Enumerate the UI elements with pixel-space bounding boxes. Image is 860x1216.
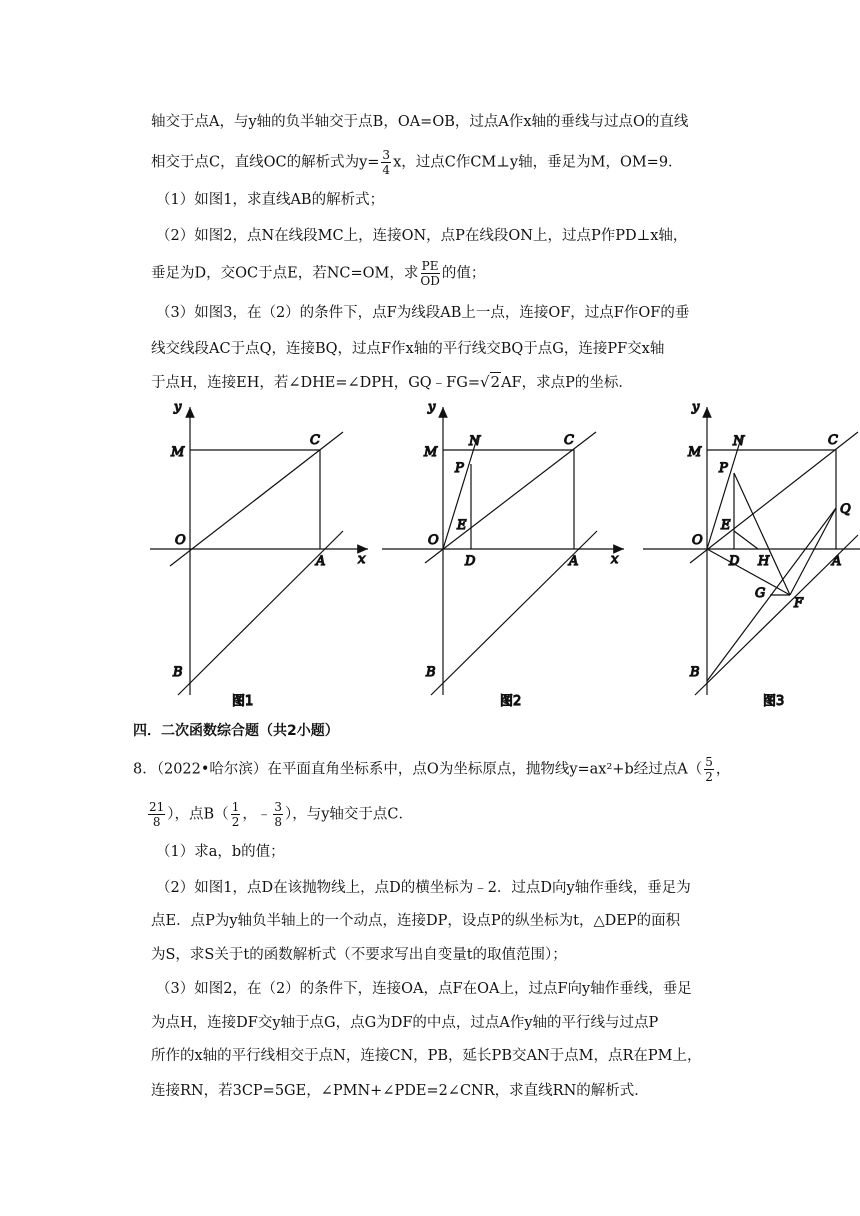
p7-q3-line3 [151, 372, 633, 393]
figures-svg [0, 395, 860, 715]
label-p: P [455, 461, 464, 476]
label-y: y [428, 400, 436, 415]
frac-num: 1 [231, 800, 240, 814]
label-b: B [690, 665, 700, 680]
p7-q3-line2: 线交线段AC于点Q，连接BQ，过点F作x轴的平行线交BQ于点G，连接PF交x轴 [151, 341, 665, 357]
label-c: C [310, 433, 320, 448]
label-o: O [175, 533, 186, 548]
frac-den: 4 [382, 163, 391, 177]
frac-den: 8 [152, 815, 161, 829]
p8-q1: （1）求a，b的值； [156, 844, 285, 860]
label-f: F [794, 596, 804, 611]
p8-q3-line4: 连接RN，若3CP=5GE，∠PMN+∠PDE=2∠CNR，求直线RN的解析式． [151, 1083, 649, 1099]
label-m: M [424, 445, 438, 460]
label-m: M [171, 445, 185, 460]
p8-q3-line1: （3）如图2，在（2）的条件下，连接OA，点F在OA上，过点F向y轴作垂线，垂足 [156, 981, 692, 997]
p7-q2-line2-a: 垂足为D，交OC于点E，若NC=OM，求 [151, 265, 419, 282]
p8-line1 [133, 755, 730, 784]
p8-q2-line3: 为S，求S关于t的函数解析式（不要求写出自变量t的取值范围）； [151, 947, 567, 963]
p8-q2-line1: （2）如图1，点D在该抛物线上，点D的横坐标为﹣2．过点D向y轴作垂线，垂足为 [156, 880, 691, 896]
section-heading: 四．二次函数综合题（共2小题） [133, 723, 339, 739]
label-e: E [457, 518, 467, 533]
frac-den: 2 [705, 770, 713, 784]
line-eh [734, 531, 758, 549]
label-q: Q [840, 502, 851, 517]
label-b: B [173, 665, 183, 680]
label-o: O [692, 533, 703, 548]
frac-num: 3 [274, 800, 282, 814]
label-y: y [692, 400, 700, 415]
sqrt-2: √2 [479, 373, 501, 391]
p7-line2 [151, 148, 683, 177]
frac-den: 8 [274, 815, 282, 829]
p8-line1-b: ， [715, 761, 731, 778]
p7-q2-line1: （2）如图2，点N在线段MC上，连接ON，点P在线段ON上，过点P作PD⊥x轴， [156, 228, 688, 244]
p8-line2 [146, 800, 413, 829]
label-y: y [174, 400, 182, 415]
p8-line1-a: 8．（2022•哈尔滨）在平面直角坐标系中，点O为坐标原点，抛物线y=ax²+b经过点A（ [133, 761, 703, 778]
p8-line2-c: ），与y轴交于点C． [284, 806, 414, 823]
p8-q3-line2: 为点H，连接DF交y轴于点G，点G为DF的中点，过点A作y轴的平行线与过点P [151, 1015, 659, 1031]
label-e: E [721, 518, 731, 533]
figure-3 [643, 400, 860, 709]
caption-fig2: 图2 [500, 694, 522, 709]
label-a: A [569, 554, 579, 569]
p8-line2-b: ，﹣ [242, 806, 272, 823]
label-c: C [828, 433, 838, 448]
p8-line2-a: ），点B（ [167, 806, 229, 823]
fraction-pe-od [420, 259, 439, 288]
label-n: N [469, 434, 481, 449]
p7-q2-line2-b: 的值； [441, 265, 486, 282]
label-a: A [316, 554, 326, 569]
p7-line2-a: 相交于点C，直线OC的解析式为y= [151, 154, 380, 171]
frac-num: 21 [149, 800, 165, 814]
label-x: x [611, 552, 619, 567]
p7-line1: 轴交于点A，与y轴的负半轴交于点B，OA=OB，过点A作x轴的垂线与过点O的直线 [151, 114, 689, 130]
p7-line2-b: x，过点C作CM⊥y轴，垂足为M，OM=9． [393, 154, 683, 171]
label-b: B [426, 665, 436, 680]
label-p: P [719, 461, 728, 476]
label-n: N [733, 434, 745, 449]
p7-q3-line3-a: 于点H，连接EH，若∠DHE=∠DPH，GQ﹣FG= [151, 375, 480, 391]
sqrt-radicand: 2 [490, 373, 501, 391]
p7-q3-line3-b: AF，求点P的坐标． [501, 375, 633, 391]
label-x: x [358, 552, 366, 567]
fraction-3-4 [381, 148, 391, 177]
label-m: M [688, 445, 702, 460]
p7-q1: （1）如图1，求直线AB的解析式； [156, 192, 385, 208]
frac-num: PE [421, 259, 439, 273]
caption-fig3: 图3 [763, 694, 785, 709]
line-of [707, 549, 790, 595]
frac-num: 3 [382, 148, 391, 162]
label-o: O [428, 533, 439, 548]
label-d: D [729, 554, 740, 569]
label-g: G [755, 586, 766, 601]
label-d: D [465, 554, 476, 569]
fraction-1-2 [231, 800, 241, 829]
fraction-3-8 [273, 800, 283, 829]
figure-2 [382, 400, 624, 709]
label-c: C [564, 433, 574, 448]
line-oc [170, 432, 343, 566]
caption-fig1: 图1 [232, 694, 254, 709]
label-a: A [832, 554, 842, 569]
p8-q2-line2: 点E．点P为y轴负半轴上的一个动点，连接DP，设点P的纵坐标为t，△DEP的面积 [151, 913, 681, 929]
line-oc [425, 432, 596, 563]
label-h: H [758, 554, 770, 569]
p7-q3-line1: （3）如图3，在（2）的条件下，点F为线段AB上一点，连接OF，过点F作OF的垂 [156, 305, 690, 321]
p8-q3-line3: 所作的x轴的平行线相交于点N，连接CN，PB，延长PB交AN于点M，点R在PM上， [151, 1048, 702, 1064]
line-oc [690, 432, 858, 563]
frac-den: OD [420, 274, 440, 288]
p7-q2-line2 [151, 259, 485, 288]
fraction-21-8 [148, 800, 165, 829]
fraction-5-2 [704, 755, 714, 784]
line-fq [790, 508, 836, 595]
frac-den: 2 [231, 815, 240, 829]
frac-num: 5 [705, 755, 713, 769]
figure-1 [150, 400, 368, 709]
